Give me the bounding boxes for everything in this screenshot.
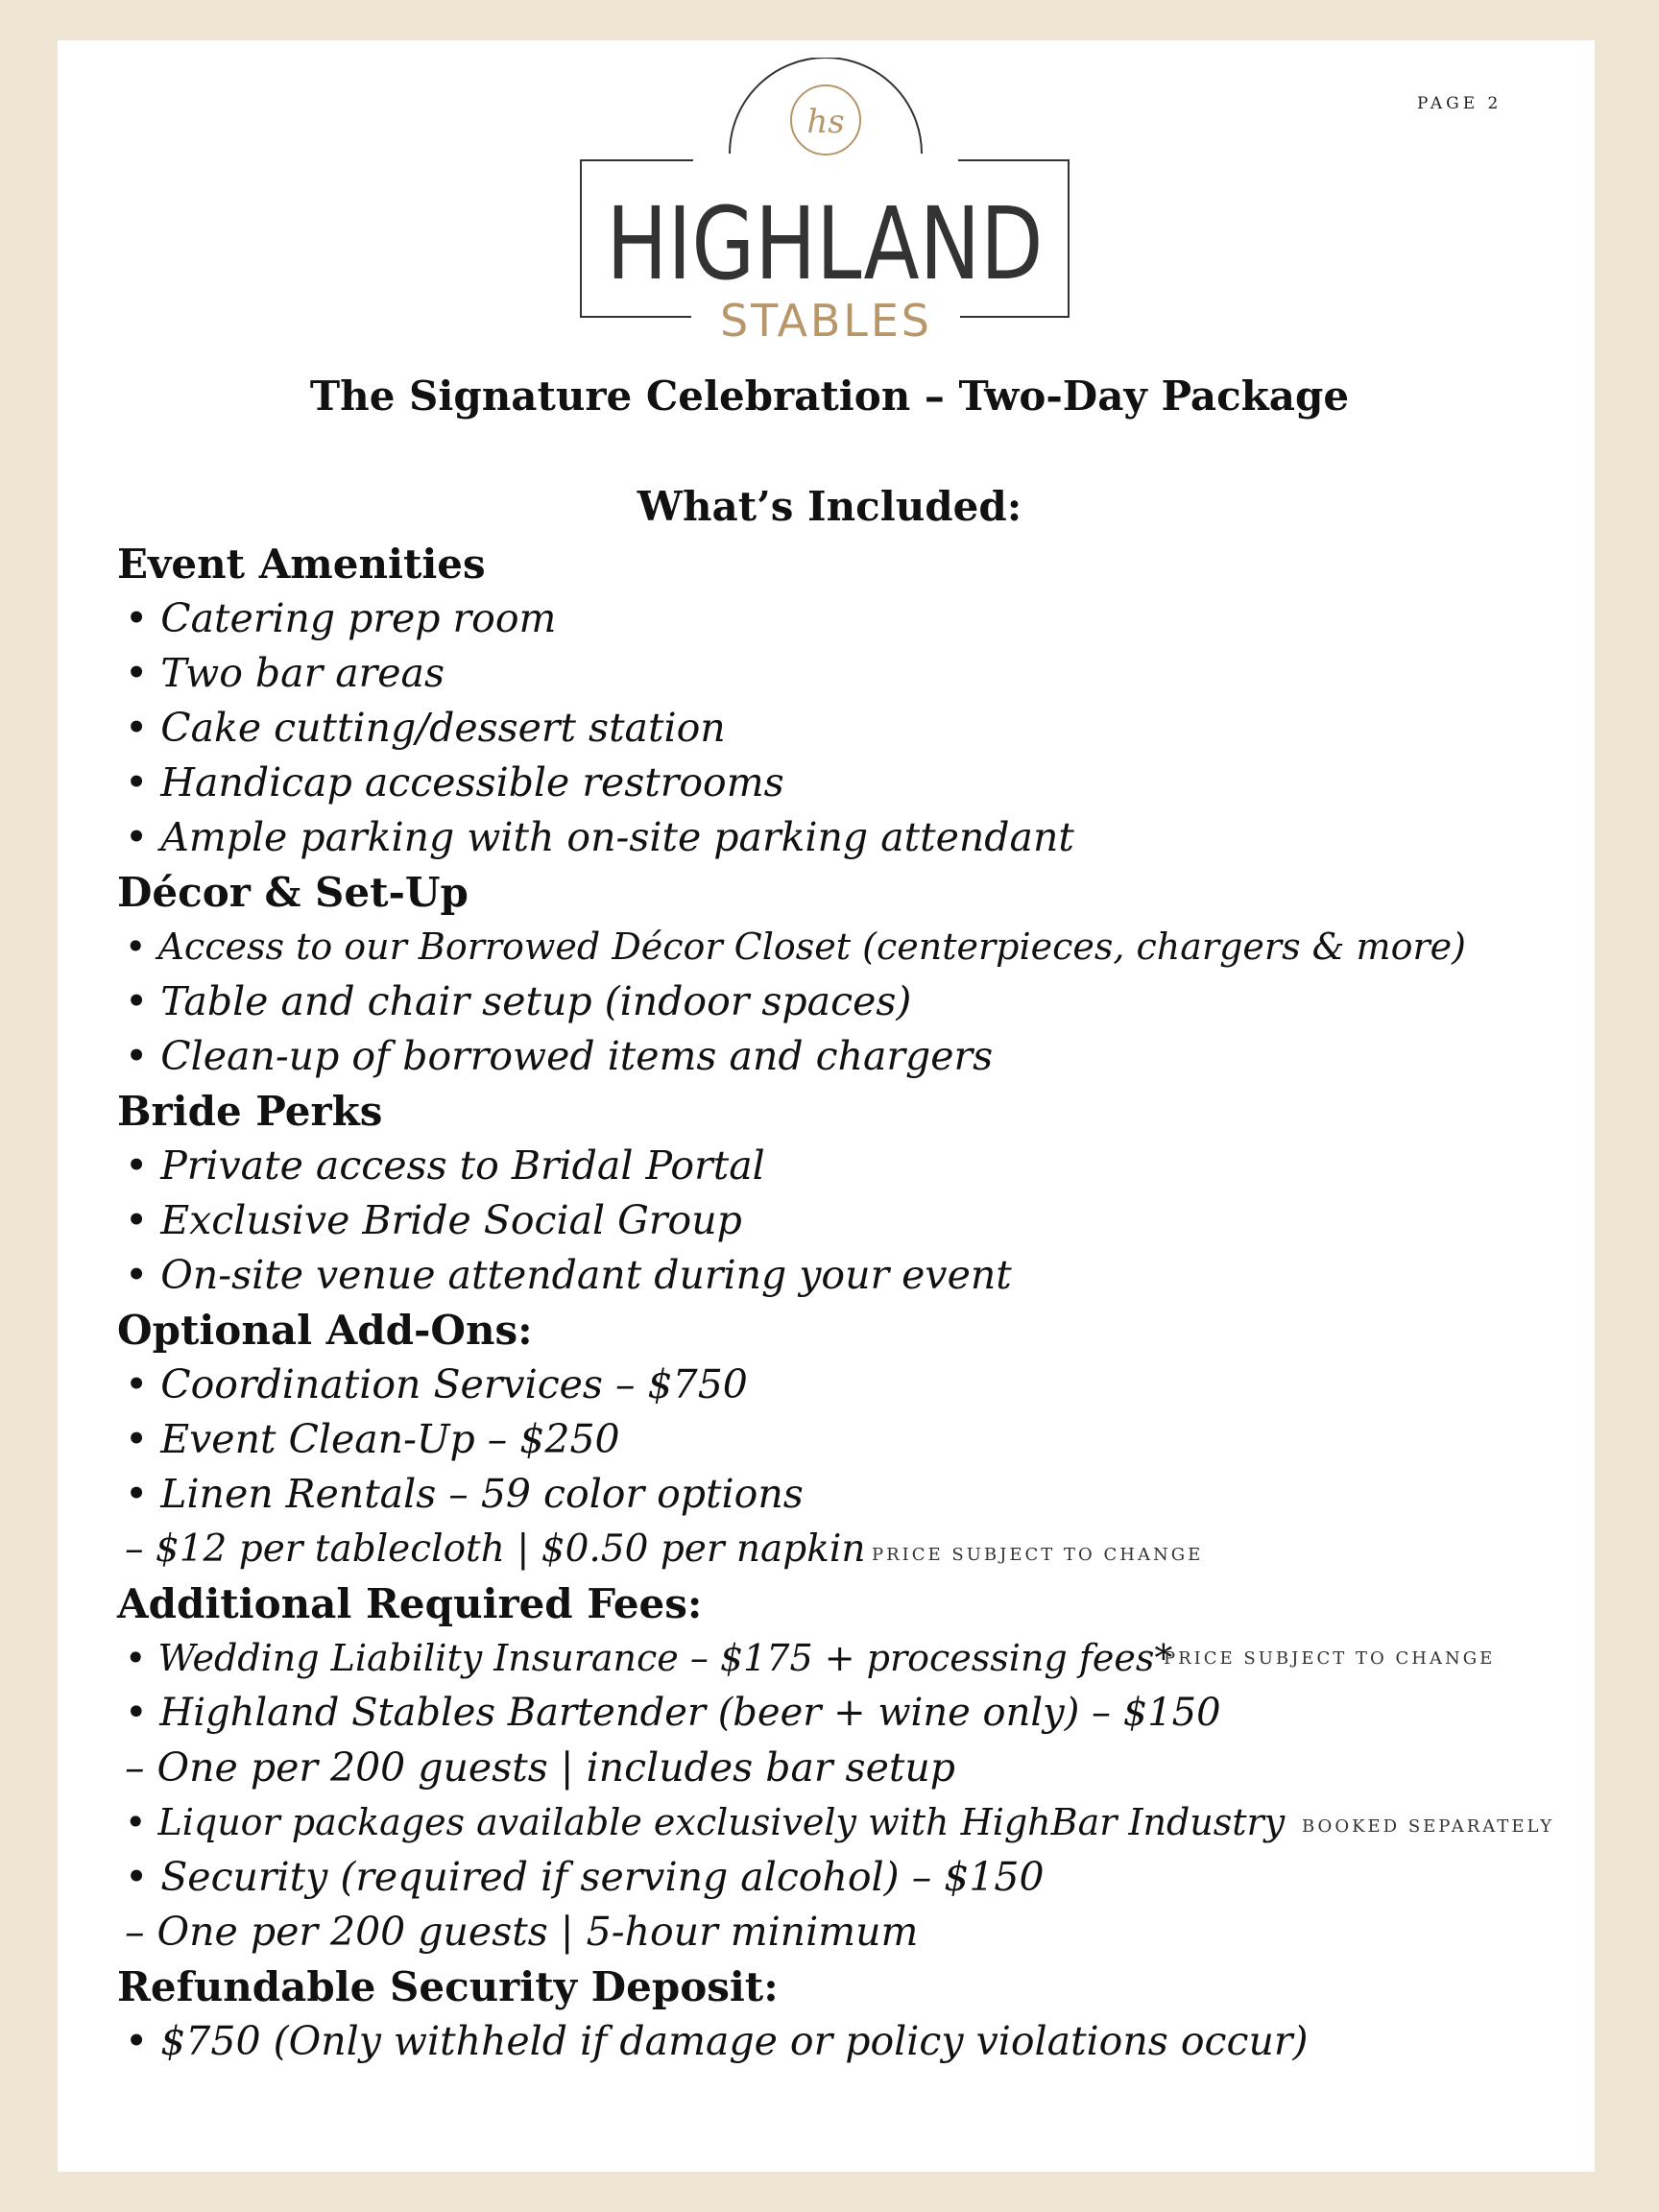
- list-item: • Two bar areas: [125, 650, 445, 696]
- section-heading-amenities: Event Amenities: [117, 541, 486, 588]
- list-item: • Linen Rentals – 59 color options: [125, 1471, 804, 1517]
- booked-separately-note: BOOKED SEPARATELY: [1302, 1816, 1555, 1837]
- list-item: • Coordination Services – $750: [125, 1361, 748, 1407]
- list-item: • Exclusive Bride Social Group: [125, 1197, 742, 1243]
- list-item: • Event Clean-Up – $250: [125, 1416, 620, 1462]
- list-item: • Highland Stables Bartender (beer + wine only) – $150: [125, 1691, 1221, 1735]
- section-heading-decor: Décor & Set-Up: [117, 869, 469, 916]
- list-item: • Liquor packages available exclusively with HighBar Industry: [125, 1801, 1286, 1843]
- list-item: • Security (required if serving alcohol) – $150: [125, 1854, 1045, 1900]
- list-item: • Catering prep room: [125, 595, 557, 641]
- list-item: • Ample parking with on-site parking attendant: [125, 814, 1074, 860]
- list-item: – $12 per tablecloth | $0.50 per napkin: [125, 1527, 866, 1571]
- list-item: • Private access to Bridal Portal: [125, 1142, 765, 1189]
- page-number: PAGE 2: [1417, 94, 1503, 113]
- list-item: – One per 200 guests | includes bar setup: [125, 1744, 955, 1791]
- list-item: • Wedding Liability Insurance – $175 + processing fees*: [125, 1637, 1173, 1679]
- list-item: • Clean-up of borrowed items and chargers: [125, 1033, 994, 1079]
- section-heading-perks: Bride Perks: [117, 1088, 383, 1135]
- section-heading-addons: Optional Add-Ons:: [117, 1307, 533, 1354]
- list-item: • On-site venue attendant during your event: [125, 1252, 1012, 1298]
- list-item: • Access to our Borrowed Décor Closet (centerpieces, chargers & more): [125, 926, 1466, 968]
- highland-stables-logo: [576, 58, 1075, 346]
- section-heading-fees: Additional Required Fees:: [117, 1580, 703, 1627]
- price-note: PRICE SUBJECT TO CHANGE: [1164, 1648, 1496, 1669]
- list-item: • Handicap accessible restrooms: [125, 759, 784, 805]
- logo-name: HIGHLAND: [606, 185, 1044, 302]
- list-item: • Table and chair setup (indoor spaces): [125, 978, 912, 1024]
- logo-monogram: hs: [806, 103, 845, 141]
- list-item: • Cake cutting/dessert station: [125, 705, 726, 751]
- package-title: The Signature Celebration – Two-Day Package: [309, 373, 1350, 420]
- price-note: PRICE SUBJECT TO CHANGE: [872, 1545, 1204, 1565]
- whats-included-heading: What’s Included:: [637, 483, 1022, 530]
- list-item: – One per 200 guests | 5-hour minimum: [125, 1909, 919, 1955]
- logo-subname: STABLES: [720, 295, 929, 346]
- section-heading-deposit: Refundable Security Deposit:: [117, 1963, 779, 2010]
- list-item: • $750 (Only withheld if damage or policy violations occur): [125, 2018, 1309, 2064]
